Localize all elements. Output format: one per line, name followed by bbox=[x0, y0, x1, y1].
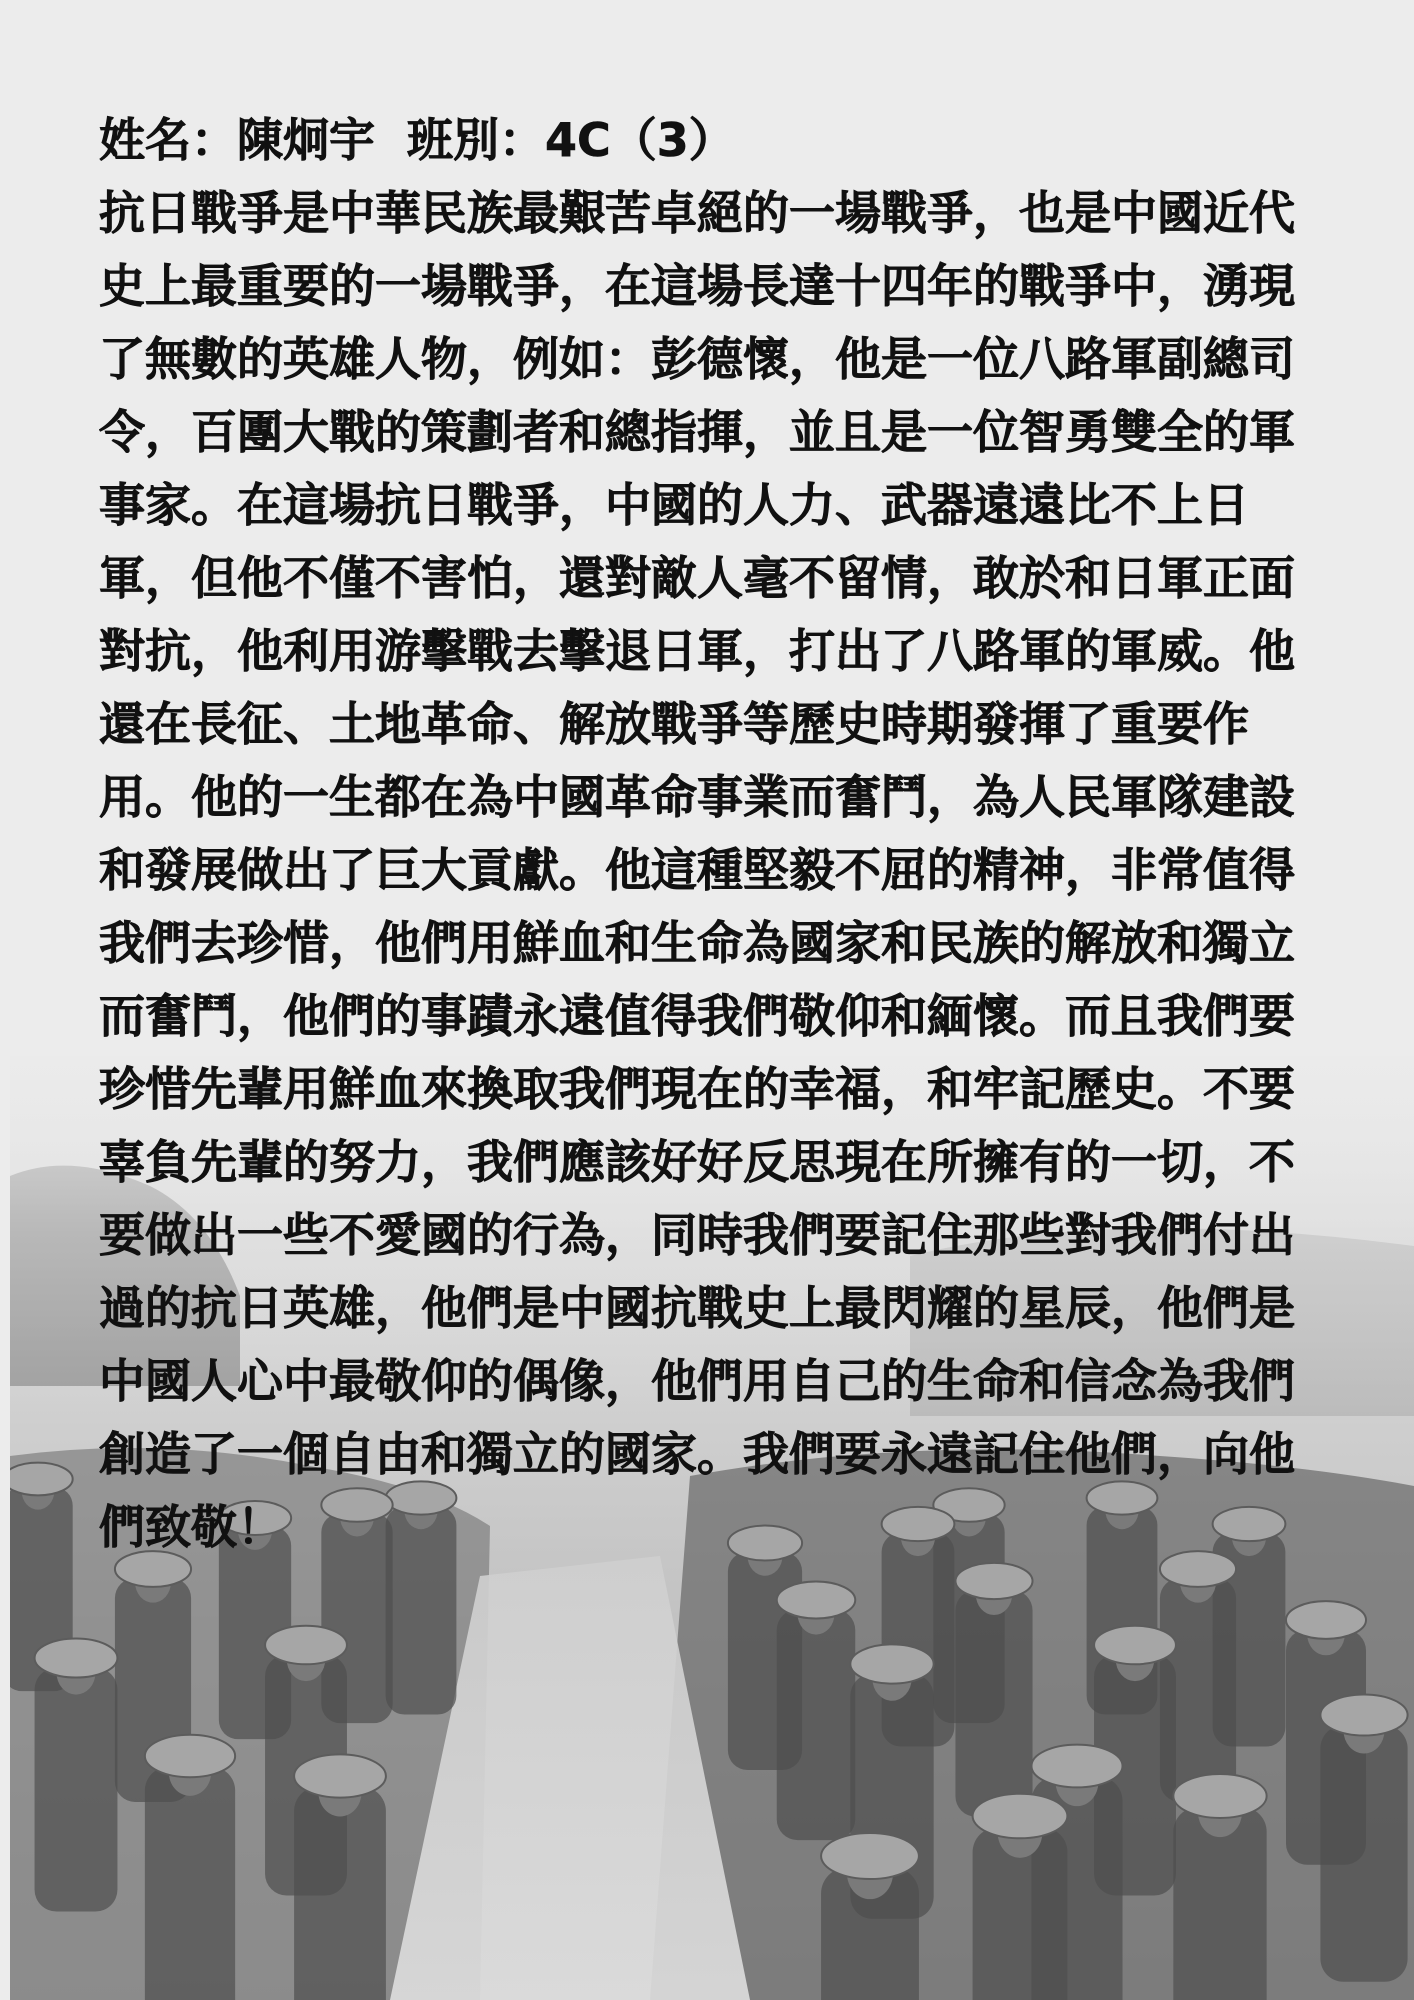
helmet-icon bbox=[821, 1833, 919, 1879]
body-line: 和發展做出了巨大貢獻。他這種堅毅不屈的精神，非常值得 bbox=[99, 843, 1295, 897]
body-line: 抗日戰爭是中華民族最艱苦卓絕的一場戰爭，也是中國近代 bbox=[99, 186, 1295, 240]
body-line: 對抗，他利用游擊戰去擊退日軍，打出了八路軍的軍威。他 bbox=[99, 624, 1295, 678]
helmet-icon bbox=[777, 1582, 856, 1619]
body-line: 了無數的英雄人物，例如：彭德懷，他是一位八路軍副總司 bbox=[99, 332, 1295, 386]
student-info bbox=[99, 104, 1359, 177]
body-line: 要做出一些不愛國的行為，同時我們要記住那些對我們付出 bbox=[99, 1208, 1295, 1262]
body-line: 事家。在這場抗日戰爭，中國的人力、武器遠遠比不上日 bbox=[99, 478, 1249, 532]
helmet-icon bbox=[145, 1735, 235, 1777]
helmet-icon bbox=[973, 1794, 1068, 1839]
helmet-icon bbox=[1286, 1601, 1366, 1639]
soldier-body bbox=[294, 1787, 386, 2000]
essay-text bbox=[99, 104, 1359, 1564]
helmet-icon bbox=[265, 1626, 347, 1665]
body-line: 用。他的一生都在為中國革命事業而奮鬥，為人民軍隊建設 bbox=[99, 770, 1295, 824]
helmet-icon bbox=[35, 1638, 118, 1677]
body-line: 辜負先輩的努力，我們應該好好反思現在所擁有的一切，不 bbox=[99, 1135, 1295, 1189]
soldier-body bbox=[777, 1609, 856, 1840]
body-line: 還在長征、土地革命、解放戰爭等歷史時期發揮了重要作 bbox=[99, 697, 1249, 751]
body-line: 創造了一個自由和獨立的國家。我們要永遠記住他們，向他 bbox=[99, 1427, 1295, 1481]
name-field: 姓名：陳炯宇 bbox=[99, 113, 375, 167]
body-line: 我們去珍惜，他們用鮮血和生命為國家和民族的解放和獨立 bbox=[99, 916, 1295, 970]
helmet-icon bbox=[955, 1563, 1032, 1599]
helmet-icon bbox=[1320, 1694, 1407, 1735]
body-line: 珍惜先輩用鮮血來換取我們現在的幸福，和牢記歷史。不要 bbox=[99, 1062, 1295, 1116]
soldier-body bbox=[35, 1668, 118, 1912]
helmet-icon bbox=[10, 1463, 73, 1496]
body-line: 令，百團大戰的策劃者和總指揮，並且是一位智勇雙全的軍 bbox=[99, 405, 1295, 459]
helmet-icon bbox=[294, 1754, 386, 1797]
body-line: 軍，但他不僅不害怕，還對敵人毫不留情，敢於和日軍正面 bbox=[99, 551, 1295, 605]
helmet-icon bbox=[1173, 1774, 1266, 1818]
body-line: 過的抗日英雄，他們是中國抗戰史上最閃耀的星辰，他們是 bbox=[99, 1281, 1295, 1335]
helmet-icon bbox=[1094, 1626, 1176, 1665]
soldier-body bbox=[1320, 1725, 1407, 1981]
helmet-icon bbox=[850, 1644, 933, 1683]
soldier-body bbox=[145, 1767, 235, 2000]
body-line: 而奮鬥，他們的事蹟永遠值得我們敬仰和緬懷。而且我們要 bbox=[99, 989, 1295, 1043]
helmet-icon bbox=[1031, 1745, 1122, 1788]
soldier-body bbox=[955, 1590, 1032, 1817]
body-line: 們致敬！ bbox=[99, 1500, 283, 1554]
body-line: 中國人心中最敬仰的偶像，他們用自己的生命和信念為我們 bbox=[99, 1354, 1295, 1408]
body-line: 史上最重要的一場戰爭，在這場長達十四年的戰爭中，湧現 bbox=[99, 259, 1295, 313]
class-field: 班別：4C（3） bbox=[407, 113, 735, 167]
